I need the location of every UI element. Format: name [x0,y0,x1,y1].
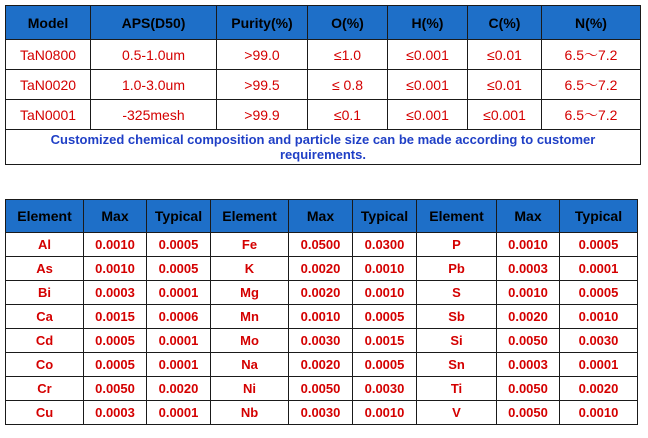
customization-note: Customized chemical composition and particle size can be made according to customer requirements. [6,130,641,165]
element-cell: 0.0015 [84,305,147,329]
spec-header-cell: H(%) [388,6,468,40]
element-cell: 0.0010 [560,401,638,425]
element-header-cell: Element [211,200,289,233]
element-row [6,377,638,401]
element-cell: 0.0005 [147,233,211,257]
element-cell: P [417,233,497,257]
spec-row [6,70,641,100]
element-header-cell: Typical [560,200,638,233]
element-cell: 0.0005 [84,353,147,377]
element-cell: Al [6,233,84,257]
element-cell: 0.0030 [353,377,417,401]
element-cell: 0.0001 [147,281,211,305]
element-cell: 0.0020 [497,305,560,329]
element-cell: Mn [211,305,289,329]
element-cell: 0.0030 [289,329,353,353]
element-header-cell: Typical [353,200,417,233]
element-cell: 0.0001 [147,353,211,377]
spec-cell: 6.5～7.2 [542,100,641,130]
element-cell: Nb [211,401,289,425]
specification-table [5,5,641,165]
element-cell: 0.0050 [84,377,147,401]
element-cell: 0.0050 [497,401,560,425]
element-header-cell: Max [497,200,560,233]
spec-row [6,100,641,130]
element-header-cell: Element [417,200,497,233]
element-row [6,353,638,377]
element-row [6,305,638,329]
element-row [6,257,638,281]
element-cell: 0.0300 [353,233,417,257]
element-cell: S [417,281,497,305]
spec-header-row [6,6,641,40]
spec-cell: ≤ 0.8 [308,70,388,100]
spec-cell: TaN0001 [6,100,91,130]
spec-cell: ≤0.001 [388,40,468,70]
element-cell: 0.0005 [353,305,417,329]
element-cell: Cu [6,401,84,425]
element-cell: 0.0005 [560,281,638,305]
spec-header-cell: C(%) [468,6,542,40]
spec-cell: 6.5～7.2 [542,70,641,100]
element-cell: Na [211,353,289,377]
element-cell: Mo [211,329,289,353]
element-cell: 0.0005 [147,257,211,281]
spec-cell: ≤0.01 [468,70,542,100]
spec-header-cell: Model [6,6,91,40]
element-cell: 0.0010 [497,281,560,305]
element-cell: Cd [6,329,84,353]
spec-cell: 0.5-1.0um [91,40,217,70]
element-cell: 0.0010 [353,281,417,305]
element-cell: 0.0006 [147,305,211,329]
spec-cell: ≤0.001 [388,70,468,100]
element-cell: Pb [417,257,497,281]
element-cell: Ti [417,377,497,401]
element-cell: Fe [211,233,289,257]
element-cell: 0.0020 [147,377,211,401]
element-cell: 0.0001 [147,329,211,353]
element-cell: 0.0010 [560,305,638,329]
spec-cell: ≤0.001 [468,100,542,130]
element-cell: 0.0030 [289,401,353,425]
element-cell: Sn [417,353,497,377]
element-cell: 0.0010 [289,305,353,329]
element-cell: 0.0020 [289,257,353,281]
element-cell: Ni [211,377,289,401]
element-cell: 0.0001 [560,257,638,281]
spec-cell: TaN0020 [6,70,91,100]
spec-cell: >99.5 [217,70,308,100]
element-cell: K [211,257,289,281]
element-cell: 0.0003 [84,281,147,305]
element-header-cell: Max [289,200,353,233]
spec-header-cell: N(%) [542,6,641,40]
spec-header-cell: Purity(%) [217,6,308,40]
element-cell: 0.0020 [289,353,353,377]
element-row [6,329,638,353]
element-cell: 0.0003 [497,353,560,377]
spec-cell: ≤0.01 [468,40,542,70]
element-cell: Mg [211,281,289,305]
element-cell: 0.0003 [84,401,147,425]
spec-cell: 6.5～7.2 [542,40,641,70]
element-cell: Si [417,329,497,353]
element-cell: 0.0005 [560,233,638,257]
spec-cell: -325mesh [91,100,217,130]
impurity-element-table [5,199,638,425]
element-cell: 0.0050 [497,377,560,401]
spec-cell: >99.0 [217,40,308,70]
note-row [6,130,641,165]
element-cell: 0.0005 [353,353,417,377]
element-cell: Co [6,353,84,377]
element-cell: 0.0050 [497,329,560,353]
spec-cell: ≤0.1 [308,100,388,130]
spec-header-cell: APS(D50) [91,6,217,40]
element-cell: Bi [6,281,84,305]
element-cell: 0.0015 [353,329,417,353]
spec-row [6,40,641,70]
spec-cell: ≤0.001 [388,100,468,130]
element-header-cell: Max [84,200,147,233]
element-cell: V [417,401,497,425]
spec-cell: 1.0-3.0um [91,70,217,100]
element-cell: 0.0001 [560,353,638,377]
element-cell: 0.0010 [353,401,417,425]
element-cell: 0.0003 [497,257,560,281]
element-cell: 0.0005 [84,329,147,353]
element-cell: 0.0020 [289,281,353,305]
spec-header-cell: O(%) [308,6,388,40]
element-row [6,281,638,305]
element-header-cell: Typical [147,200,211,233]
spec-cell: ≤1.0 [308,40,388,70]
element-cell: 0.0010 [84,233,147,257]
element-cell: 0.0030 [560,329,638,353]
element-cell: 0.0001 [147,401,211,425]
element-cell: Ca [6,305,84,329]
element-cell: Cr [6,377,84,401]
element-cell: As [6,257,84,281]
element-header-row [6,200,638,233]
element-cell: 0.0010 [84,257,147,281]
spec-cell: TaN0800 [6,40,91,70]
element-header-cell: Element [6,200,84,233]
spec-cell: >99.9 [217,100,308,130]
element-cell: 0.0010 [353,257,417,281]
element-row [6,401,638,425]
element-cell: 0.0500 [289,233,353,257]
element-cell: Sb [417,305,497,329]
element-cell: 0.0020 [560,377,638,401]
element-row [6,233,638,257]
element-cell: 0.0010 [497,233,560,257]
element-cell: 0.0050 [289,377,353,401]
